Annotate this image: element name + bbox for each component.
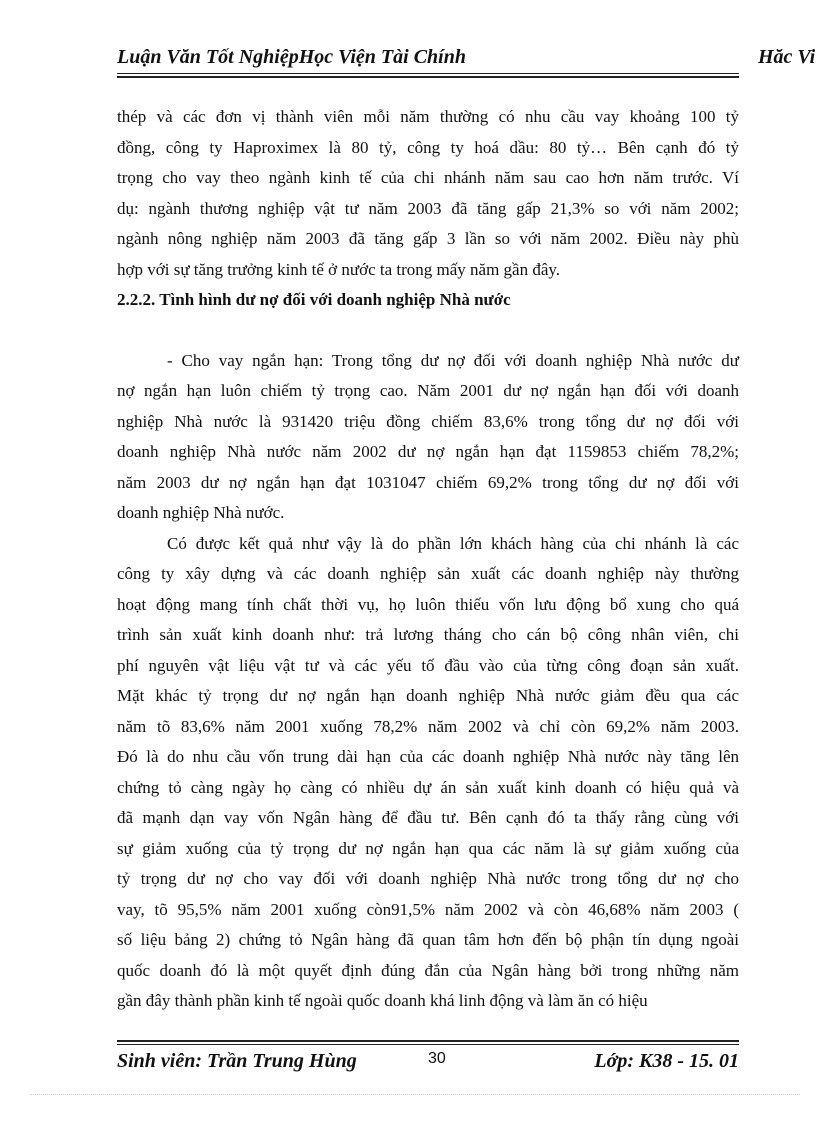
text-line: hoạt động mang tính chất thời vụ, họ luôn thiếu vốn lưu động bổ xung cho quá bbox=[117, 594, 739, 614]
text-line: gần đây thành phần kinh tế ngoài quốc doanh khá linh động và làm ăn có hiệu bbox=[117, 991, 648, 1010]
footer-rule-thin bbox=[117, 1044, 739, 1045]
header-rule-thin bbox=[117, 73, 739, 74]
text-line: năm tõ 83,6% năm 2001 xuống 78,2% năm 2002 và chỉ còn 69,2% năm 2003. bbox=[117, 716, 739, 736]
text-line: nghiệp Nhà nước là 931420 triệu đồng chiếm 83,6% trong tổng dư nợ đối với bbox=[117, 411, 739, 431]
text-line: phí nguyên vật liệu vật tư và các yếu tố đầu vào của từng công đoạn sản xuất. bbox=[117, 655, 739, 675]
header-rule-thick bbox=[117, 76, 739, 78]
text-line: doanh nghiệp Nhà nước năm 2002 dư nợ ngắn hạn đạt 1159853 chiếm 78,2%; bbox=[117, 442, 739, 461]
text-line: vay, tõ 95,5% năm 2001 xuống còn91,5% năm 2002 và còn 46,68% năm 2003 ( bbox=[117, 899, 739, 919]
text-line: Đó là do nhu cầu vốn trung dài hạn của các doanh nghiệp Nhà nước này tăng lên bbox=[117, 747, 739, 766]
page-header bbox=[117, 46, 816, 80]
page-bottom-divider bbox=[30, 1094, 800, 1095]
paragraph-1 bbox=[117, 102, 739, 285]
text-line: tỷ trọng dư nợ cho vay đối với doanh nghiệp Nhà nước trong tổng dư nợ cho bbox=[117, 869, 739, 888]
text-line: đồng, công ty Haproximex là 80 tỷ, công ty hoá dầu: 80 tỷ… Bên cạnh đó tỷ bbox=[117, 137, 739, 157]
body-text bbox=[117, 102, 739, 1017]
text-line: dụ: ngành thương nghiệp vật tư năm 2003 đã tăng gấp 21,3% so với năm 2002; bbox=[117, 198, 739, 218]
text-line: - Cho vay ngắn hạn: Trong tổng dư nợ đối với doanh nghiệp Nhà nước dư bbox=[167, 350, 739, 370]
text-line: công ty xây dựng và các doanh nghiệp sản xuất các doanh nghiệp này thường bbox=[117, 564, 739, 583]
text-line: Mặt khác tỷ trọng dư nợ ngắn hạn doanh nghiệp Nhà nước giảm đều qua các bbox=[117, 686, 739, 705]
text-line: chứng tỏ càng ngày họ càng có nhiều dự án sản xuất kinh doanh có hiệu quả và bbox=[117, 777, 739, 797]
text-line: ngành nông nghiệp năm 2003 đã tăng gấp 3 lần so với năm 2002. Điều này phù bbox=[117, 229, 739, 248]
text-line: doanh nghiệp Nhà nước. bbox=[117, 503, 285, 522]
text-line: hợp với sự tăng trưởng kinh tế ở nước ta trong mấy năm gần đây. bbox=[117, 259, 561, 279]
text-line: số liệu bảng 2) chứng tỏ Ngân hàng đã quan tâm hơn đến bộ phận tín dụng ngoài bbox=[117, 930, 739, 949]
text-line: quốc doanh đó là một quyết định đúng đắn của Ngân hàng bởi trong những năm bbox=[117, 960, 739, 980]
text-line: thép và các đơn vị thành viên mỗi năm thường có nhu cầu vay khoảng 100 tỷ bbox=[117, 107, 739, 126]
text-line: Có được kết quả như vậy là do phần lớn khách hàng của chi nhánh là các bbox=[167, 533, 739, 553]
text-line: năm 2003 dư nợ ngắn hạn đạt 1031047 chiếm 69,2% trong tổng dư nợ đối với bbox=[117, 472, 739, 492]
paragraph-3 bbox=[117, 529, 739, 1017]
text-line: nợ ngắn hạn luôn chiếm tỷ trọng cao. Năm 2001 dư nợ ngắn hạn đối với doanh bbox=[117, 381, 739, 400]
text-line: sự giảm xuống của tỷ trọng dư nợ ngắn hạn qua các năm là sự giảm xuống của bbox=[117, 838, 739, 858]
footer-rule-thick bbox=[117, 1040, 739, 1042]
header-title-overflow: Hăc Vi bbox=[758, 46, 816, 68]
header-title: Luận Văn Tốt NghiệpHọc Viện Tài Chính bbox=[117, 46, 466, 68]
text-line: trọng cho vay theo ngành kinh tế của chi nhánh năm sau cao hơn năm trước. Ví bbox=[117, 168, 739, 187]
text-line: trình sản xuất kinh doanh như: trả lương tháng cho cán bộ công nhân viên, chi bbox=[117, 625, 739, 644]
footer-class-label: Lớp: K38 - 15. 01 bbox=[594, 1050, 739, 1072]
page-number: 30 bbox=[428, 1050, 446, 1067]
footer-student-name: Sinh viên: Trần Trung Hùng bbox=[117, 1050, 357, 1072]
section-heading: 2.2.2. Tình hình dư nợ đối với doanh nghiệp Nhà nước bbox=[117, 290, 511, 309]
text-line: đã mạnh dạn vay vốn Ngân hàng để đầu tư. Bên cạnh đó ta thấy rằng cùng với bbox=[117, 808, 739, 827]
paragraph-2 bbox=[117, 346, 739, 529]
